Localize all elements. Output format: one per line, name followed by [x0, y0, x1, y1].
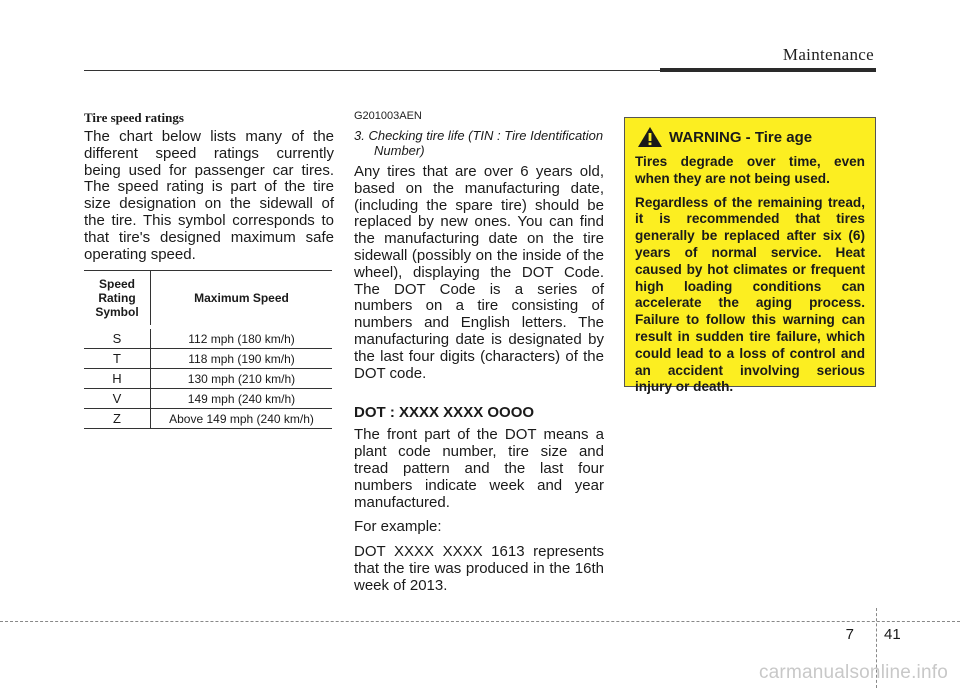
table-cell-symbol: T	[84, 349, 151, 369]
warning-title: WARNING - Tire age	[669, 128, 813, 146]
table-row	[84, 409, 332, 429]
section-code: G201003AEN	[354, 110, 422, 122]
example-label: For example:	[354, 518, 442, 536]
example-paragraph: DOT XXXX XXXX 1613 represents that the tire was produced in the 16th week of 2013.	[354, 543, 604, 594]
warning-paragraph-1: Tires degrade over time, even when they are not being used.	[635, 154, 865, 186]
watermark: carmanualsonline.info	[758, 662, 948, 683]
speed-rating-table	[84, 270, 332, 429]
table-row	[84, 369, 332, 389]
table-header-speed: Maximum Speed	[151, 271, 333, 328]
tin-paragraph: Any tires that are over 6 years old, based on the manufacturing date, (including the spare tire) should be replaced by new ones. You can find the manufacturing date on the tire sidewall (possibly on the inside of the wheel), displaying the DOT Code. The DOT Code is a series of numbers on a tire consisting of numbers and English letters. The manufacturing date is designated by the last four digits (characters) of the DOT code.	[354, 163, 604, 382]
header-rule	[84, 70, 660, 71]
header-rule-accent	[660, 68, 876, 72]
dot-explanation: The front part of the DOT means a plant code number, tire size and tread pattern and the last four numbers indicate week and year manufactured.	[354, 426, 604, 511]
footer-rule	[0, 621, 960, 622]
table-cell-speed: 149 mph (240 km/h)	[151, 389, 333, 409]
page-header-title: Maintenance	[782, 45, 874, 64]
table-cell-speed: 130 mph (210 km/h)	[151, 369, 333, 389]
chapter-number: 7	[845, 626, 854, 643]
middle-column	[354, 110, 604, 603]
warning-paragraph-2: Regardless of the remaining tread, it is recommended that tires generally be replaced after six (6) years of normal service. Heat caused by hot climates or frequent high loading conditions can accelerate the aging process. Failure to follow this warning can result in sudden tire failure, which could lead to a loss of control and an accident involving serious injury or death.	[635, 194, 865, 395]
subsection-heading: 3. Checking tire life (TIN : Tire Identification Number)	[354, 128, 604, 158]
table-cell-speed: 118 mph (190 km/h)	[151, 349, 333, 369]
table-cell-speed: 112 mph (180 km/h)	[151, 327, 333, 349]
table-row	[84, 327, 332, 349]
warning-triangle-icon	[637, 126, 663, 148]
warning-title-row	[637, 126, 865, 148]
table-cell-symbol: S	[84, 327, 151, 349]
left-column	[84, 110, 334, 271]
intro-paragraph: The chart below lists many of the different speed ratings currently being used for passenger car tires. The speed rating is part of the tire size designation on the sidewall of the tire. This symbol corresponds to that tire's designed maximum safe operating speed.	[84, 128, 334, 263]
table-cell-symbol: H	[84, 369, 151, 389]
table-header-symbol: Speed Rating Symbol	[84, 271, 151, 328]
table-cell-symbol: V	[84, 389, 151, 409]
table-row	[84, 349, 332, 369]
section-heading: Tire speed ratings	[84, 110, 184, 125]
table-cell-speed: Above 149 mph (240 km/h)	[151, 409, 333, 429]
dot-code-heading: DOT : XXXX XXXX OOOO	[354, 404, 535, 422]
table-cell-symbol: Z	[84, 409, 151, 429]
warning-box	[624, 117, 876, 395]
table-row	[84, 389, 332, 409]
page-number: 41	[884, 626, 901, 643]
